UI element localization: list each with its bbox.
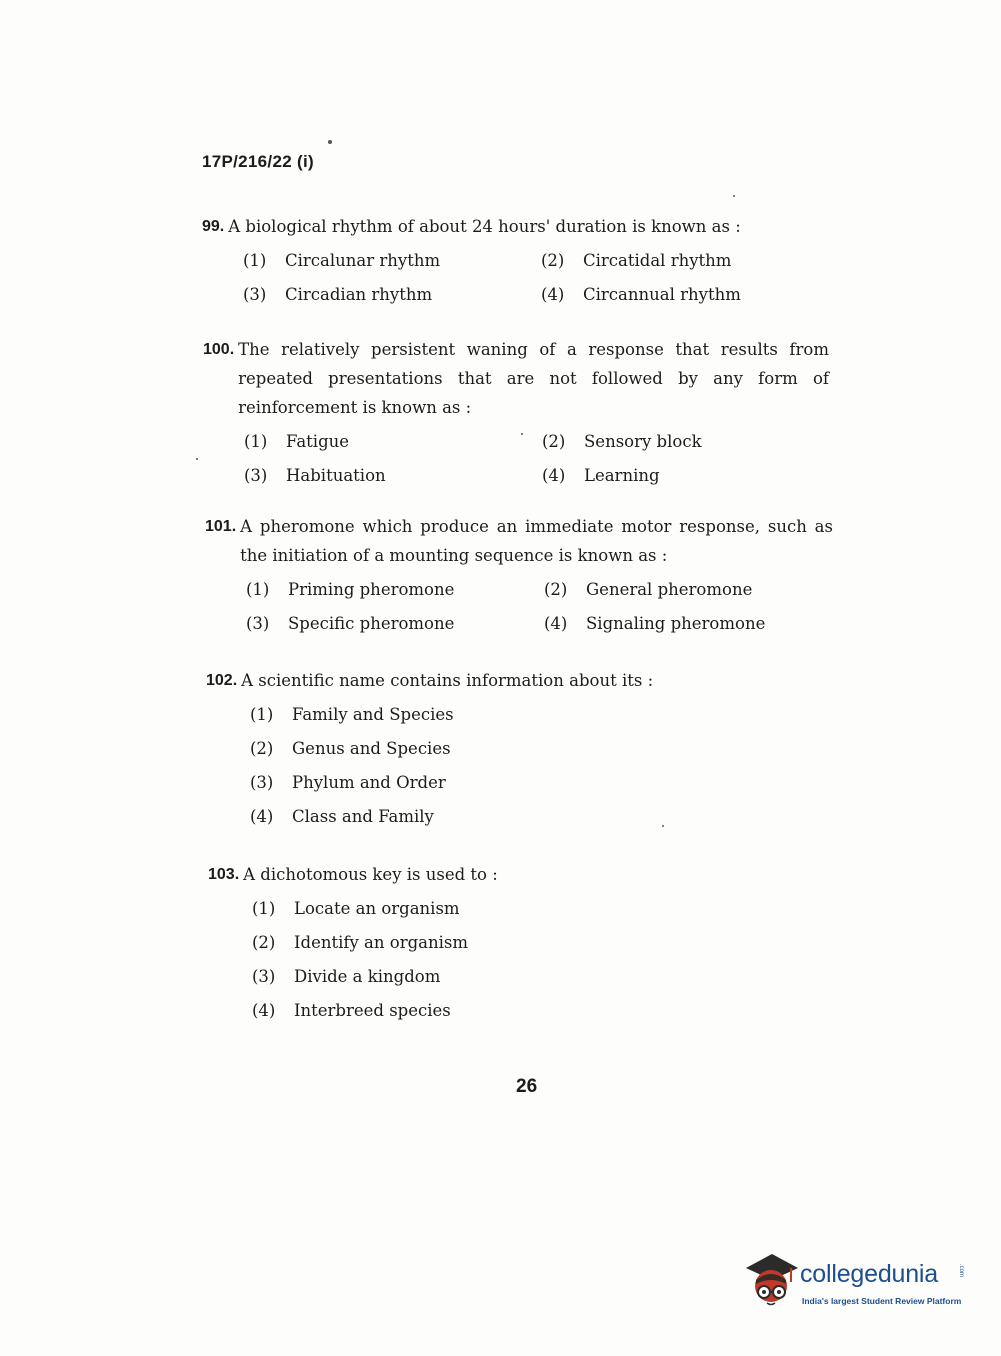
logo-tagline: India's largest Student Review Platform (802, 1296, 962, 1306)
option-1: (1) Locate an organism (252, 899, 460, 918)
option-2: (2) Sensory block (542, 432, 702, 451)
question-number: 103. (208, 866, 240, 883)
question-stem (203, 335, 829, 422)
options-list (250, 700, 826, 831)
option-2: (2) Identify an organism (252, 933, 468, 952)
collegedunia-logo[interactable] (742, 1250, 972, 1312)
option-4: (4) Interbreed species (252, 1001, 451, 1020)
scan-speck (733, 195, 735, 197)
question-stem (206, 666, 826, 695)
question-number: 99. (202, 218, 225, 235)
question-stem (205, 512, 833, 570)
question-text: The relatively persistent waning of a response that results from repeated presentations that are not followed by any form of reinforcement is known as : (238, 340, 829, 417)
options-grid (243, 246, 802, 309)
question-text: A pheromone which produce an immediate motor response, such as the initiation of a mounting sequence is known as : (240, 517, 833, 565)
option-4: (4) Signaling pheromone (544, 614, 766, 633)
paper-code: 17P/216/22 (i) (202, 152, 314, 171)
option-4: (4) Class and Family (250, 807, 434, 826)
question-number: 100. (203, 341, 235, 358)
question-number: 101. (205, 518, 237, 535)
option-3: (3) Habituation (244, 466, 386, 485)
options-grid (244, 427, 829, 490)
question-stem (208, 860, 828, 889)
question-text: A biological rhythm of about 24 hours' duration is known as : (228, 217, 741, 236)
option-3: (3) Divide a kingdom (252, 967, 441, 986)
question-102 (206, 666, 826, 836)
logo-wordmark: collegedunia (800, 1260, 938, 1288)
mascot-icon (742, 1250, 798, 1312)
scan-speck (521, 433, 523, 435)
question-100 (203, 335, 829, 490)
question-99 (202, 212, 802, 309)
question-103 (208, 860, 828, 1030)
question-text: A scientific name contains information about its : (241, 671, 654, 690)
option-1: (1) Circalunar rhythm (243, 251, 441, 270)
logo-domain-suffix: .com (958, 1264, 964, 1278)
scan-speck (328, 140, 332, 144)
option-3: (3) Circadian rhythm (243, 285, 433, 304)
question-text: A dichotomous key is used to : (243, 865, 498, 884)
scan-speck (662, 825, 664, 827)
options-list (252, 894, 828, 1025)
option-2: (2) General pheromone (544, 580, 753, 599)
option-4: (4) Circannual rhythm (541, 285, 741, 304)
option-1: (1) Fatigue (244, 432, 350, 451)
option-2: (2) Genus and Species (250, 739, 451, 758)
options-grid (246, 575, 833, 638)
question-number: 102. (206, 672, 238, 689)
option-1: (1) Family and Species (250, 705, 454, 724)
option-3: (3) Specific pheromone (246, 614, 455, 633)
scan-speck (196, 458, 198, 460)
option-2: (2) Circatidal rhythm (541, 251, 732, 270)
option-3: (3) Phylum and Order (250, 773, 446, 792)
option-4: (4) Learning (542, 466, 660, 485)
option-1: (1) Priming pheromone (246, 580, 455, 599)
question-101 (205, 512, 833, 638)
question-stem (202, 212, 802, 241)
page-number: 26 (516, 1076, 538, 1097)
